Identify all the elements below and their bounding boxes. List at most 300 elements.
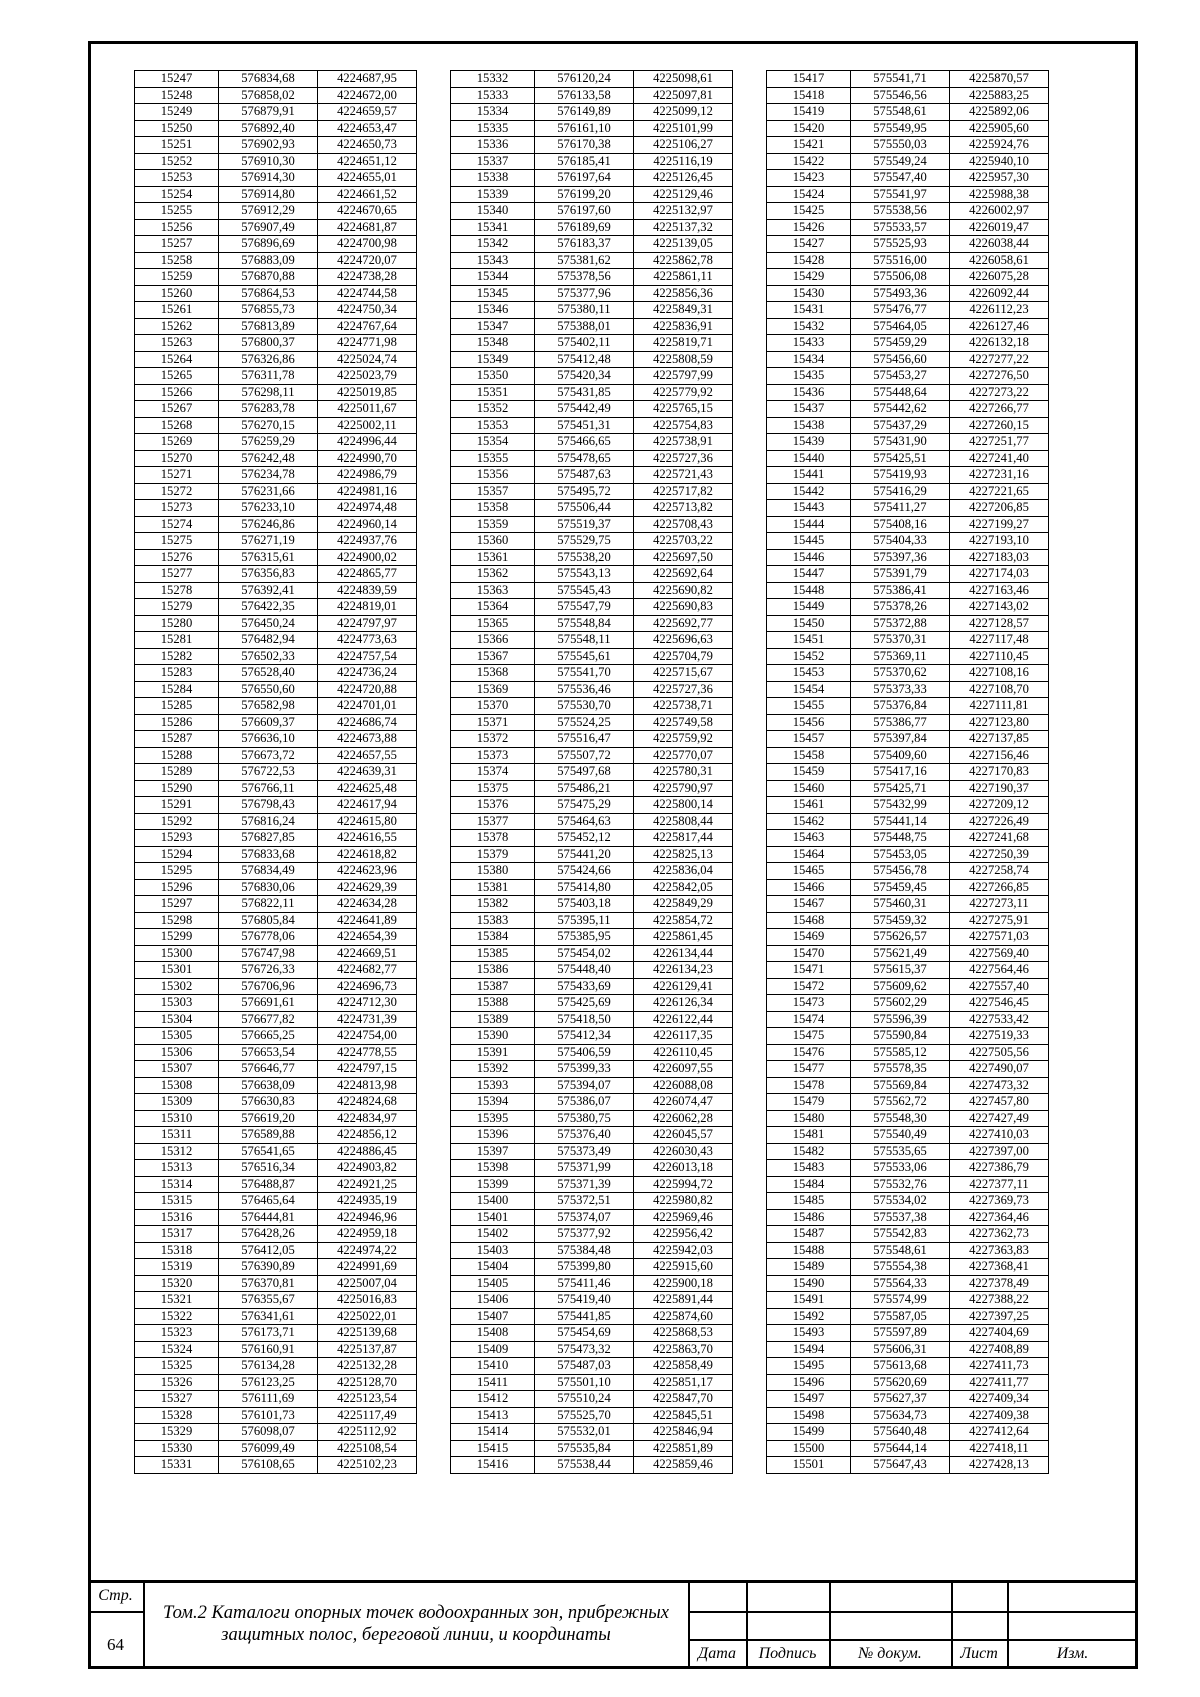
coordinate-y-cell: 4227427,49 [950,1110,1049,1127]
point-number-cell: 15293 [135,830,219,847]
table-row [767,648,1049,665]
point-number-cell: 15272 [135,483,219,500]
table-row [451,1424,733,1441]
coordinate-y-cell: 4225942,03 [634,1242,733,1259]
coordinate-x-cell: 576691,61 [219,995,318,1012]
coordinate-y-cell: 4227412,64 [950,1424,1049,1441]
table-row [767,170,1049,187]
table-row [135,203,417,220]
coordinate-table-3 [766,70,1049,1474]
coordinate-x-cell: 575431,90 [851,434,950,451]
coordinate-x-cell: 575459,45 [851,879,950,896]
coordinate-y-cell: 4227251,77 [950,434,1049,451]
table-row [135,483,417,500]
coordinate-y-cell: 4224731,39 [318,1011,417,1028]
coordinate-y-cell: 4227241,68 [950,830,1049,847]
table-row [451,104,733,121]
coordinate-y-cell: 4227108,16 [950,665,1049,682]
table-row [451,401,733,418]
table-row [767,599,1049,616]
coordinate-y-cell: 4224990,70 [318,450,417,467]
coordinate-x-cell: 575370,31 [851,632,950,649]
point-number-cell: 15450 [767,615,851,632]
table-row [135,1242,417,1259]
table-row [767,1193,1049,1210]
stamp-sheet-label: Лист [960,1645,998,1662]
coordinate-x-cell: 575590,84 [851,1028,950,1045]
point-number-cell: 15274 [135,516,219,533]
table-row [135,945,417,962]
coordinate-x-cell: 575538,44 [535,1457,634,1474]
coordinate-y-cell: 4225011,67 [318,401,417,418]
point-number-cell: 15256 [135,219,219,236]
table-row [451,1457,733,1474]
table-row [135,500,417,517]
point-number-cell: 15295 [135,863,219,880]
point-number-cell: 15280 [135,615,219,632]
coordinate-x-cell: 575525,70 [535,1407,634,1424]
table-row [767,929,1049,946]
coordinate-y-cell: 4227410,03 [950,1127,1049,1144]
coordinate-x-cell: 575548,30 [851,1110,950,1127]
table-row [451,1242,733,1259]
point-number-cell: 15399 [451,1176,535,1193]
table-row [135,219,417,236]
coordinate-x-cell: 575451,31 [535,417,634,434]
coordinate-y-cell: 4225779,92 [634,384,733,401]
table-row [767,978,1049,995]
point-number-cell: 15443 [767,500,851,517]
point-number-cell: 15406 [451,1292,535,1309]
table-row [767,681,1049,698]
stamp-divider [143,1583,145,1669]
coordinate-x-cell: 575554,38 [851,1259,950,1276]
coordinate-y-cell: 4225859,46 [634,1457,733,1474]
coordinate-x-cell: 576830,06 [219,879,318,896]
table-row [451,450,733,467]
table-row [135,384,417,401]
point-number-cell: 15491 [767,1292,851,1309]
table-row [767,1011,1049,1028]
coordinate-x-cell: 575549,24 [851,153,950,170]
table-row [451,1160,733,1177]
table-row [451,302,733,319]
coordinate-y-cell: 4224682,77 [318,962,417,979]
table-row [767,549,1049,566]
coordinate-x-cell: 575609,62 [851,978,950,995]
point-number-cell: 15342 [451,236,535,253]
point-number-cell: 15457 [767,731,851,748]
point-number-cell: 15423 [767,170,851,187]
table-row [451,780,733,797]
point-number-cell: 15266 [135,384,219,401]
coordinate-x-cell: 575417,16 [851,764,950,781]
coordinate-x-cell: 575425,69 [535,995,634,1012]
coordinate-x-cell: 576910,30 [219,153,318,170]
coordinate-x-cell: 576422,35 [219,599,318,616]
coordinate-x-cell: 575538,56 [851,203,950,220]
table-row [135,1094,417,1111]
table-row [451,1011,733,1028]
table-row [767,1176,1049,1193]
coordinate-x-cell: 576805,84 [219,912,318,929]
coordinate-y-cell: 4227519,33 [950,1028,1049,1045]
coordinate-y-cell: 4225825,13 [634,846,733,863]
table-row [451,1407,733,1424]
coordinate-y-cell: 4225883,25 [950,87,1049,104]
coordinate-x-cell: 576677,82 [219,1011,318,1028]
point-number-cell: 15325 [135,1358,219,1375]
coordinate-y-cell: 4227569,40 [950,945,1049,962]
coordinate-y-cell: 4224981,16 [318,483,417,500]
coordinate-y-cell: 4227128,57 [950,615,1049,632]
table-row [451,186,733,203]
point-number-cell: 15337 [451,153,535,170]
coordinate-x-cell: 576833,68 [219,846,318,863]
point-number-cell: 15476 [767,1044,851,1061]
coordinate-y-cell: 4225704,79 [634,648,733,665]
coordinate-y-cell: 4226112,23 [950,302,1049,319]
point-number-cell: 15440 [767,450,851,467]
coordinate-x-cell: 576246,86 [219,516,318,533]
table-row [135,516,417,533]
coordinate-x-cell: 575370,62 [851,665,950,682]
table-row [135,1407,417,1424]
coordinate-y-cell: 4225102,23 [318,1457,417,1474]
table-row [135,318,417,335]
coordinate-y-cell: 4225717,82 [634,483,733,500]
table-row [135,236,417,253]
coordinate-y-cell: 4225754,83 [634,417,733,434]
point-number-cell: 15286 [135,714,219,731]
coordinate-y-cell: 4227369,73 [950,1193,1049,1210]
table-row [135,252,417,269]
point-number-cell: 15499 [767,1424,851,1441]
coordinate-x-cell: 575377,96 [535,285,634,302]
coordinate-y-cell: 4224687,95 [318,71,417,88]
coordinate-y-cell: 4225106,27 [634,137,733,154]
table-row [767,1094,1049,1111]
point-number-cell: 15376 [451,797,535,814]
point-number-cell: 15398 [451,1160,535,1177]
coordinate-x-cell: 575419,40 [535,1292,634,1309]
coordinate-y-cell: 4225980,82 [634,1193,733,1210]
coordinate-x-cell: 576528,40 [219,665,318,682]
table-row [767,879,1049,896]
point-number-cell: 15334 [451,104,535,121]
coordinate-y-cell: 4224865,77 [318,566,417,583]
coordinate-x-cell: 575487,63 [535,467,634,484]
point-number-cell: 15302 [135,978,219,995]
coordinate-x-cell: 576242,48 [219,450,318,467]
coordinate-x-cell: 575545,43 [535,582,634,599]
coordinate-x-cell: 576444,81 [219,1209,318,1226]
coordinate-x-cell: 575506,08 [851,269,950,286]
table-row [767,1209,1049,1226]
table-row [135,1292,417,1309]
point-number-cell: 15470 [767,945,851,962]
table-row [135,1028,417,1045]
point-number-cell: 15422 [767,153,851,170]
point-number-cell: 15407 [451,1308,535,1325]
table-row [135,186,417,203]
coordinate-x-cell: 576834,68 [219,71,318,88]
coordinate-y-cell: 4227276,50 [950,368,1049,385]
point-number-cell: 15418 [767,87,851,104]
coordinate-y-cell: 4224634,28 [318,896,417,913]
point-number-cell: 15481 [767,1127,851,1144]
coordinate-x-cell: 575613,68 [851,1358,950,1375]
coordinate-y-cell: 4227378,49 [950,1275,1049,1292]
point-number-cell: 15320 [135,1275,219,1292]
table-row [451,516,733,533]
point-number-cell: 15264 [135,351,219,368]
coordinate-x-cell: 575478,65 [535,450,634,467]
point-number-cell: 15365 [451,615,535,632]
table-row [767,153,1049,170]
coordinate-x-cell: 576636,10 [219,731,318,748]
coordinate-x-cell: 575371,39 [535,1176,634,1193]
point-number-cell: 15390 [451,1028,535,1045]
point-number-cell: 15447 [767,566,851,583]
point-number-cell: 15319 [135,1259,219,1276]
point-number-cell: 15333 [451,87,535,104]
coordinate-y-cell: 4224650,73 [318,137,417,154]
table-row [135,912,417,929]
point-number-cell: 15480 [767,1110,851,1127]
point-number-cell: 15455 [767,698,851,715]
coordinate-x-cell: 575585,12 [851,1044,950,1061]
coordinate-y-cell: 4226117,35 [634,1028,733,1045]
point-number-cell: 15291 [135,797,219,814]
table-row [135,1193,417,1210]
table-row [451,1374,733,1391]
coordinate-y-cell: 4225849,31 [634,302,733,319]
coordinate-y-cell: 4226019,47 [950,219,1049,236]
coordinate-y-cell: 4224960,14 [318,516,417,533]
table-row [767,813,1049,830]
coordinate-x-cell: 575464,63 [535,813,634,830]
coordinate-y-cell: 4224839,59 [318,582,417,599]
table-row [451,665,733,682]
coordinate-y-cell: 4227199,27 [950,516,1049,533]
table-row [767,1061,1049,1078]
coordinate-x-cell: 576428,26 [219,1226,318,1243]
coordinate-y-cell: 4225715,67 [634,665,733,682]
coordinate-x-cell: 576311,78 [219,368,318,385]
table-row [451,731,733,748]
table-row [451,269,733,286]
coordinate-x-cell: 576855,73 [219,302,318,319]
point-number-cell: 15434 [767,351,851,368]
coordinate-x-cell: 575473,32 [535,1341,634,1358]
table-row [451,137,733,154]
table-row [767,137,1049,154]
coordinate-x-cell: 575541,70 [535,665,634,682]
table-row [135,1341,417,1358]
coordinate-y-cell: 4227418,11 [950,1440,1049,1457]
point-number-cell: 15393 [451,1077,535,1094]
point-number-cell: 15370 [451,698,535,715]
coordinate-x-cell: 576370,81 [219,1275,318,1292]
point-number-cell: 15369 [451,681,535,698]
coordinate-x-cell: 575386,41 [851,582,950,599]
table-row [451,500,733,517]
table-row [135,1440,417,1457]
coordinate-x-cell: 575548,61 [851,104,950,121]
stamp-doc-number-label: № докум. [858,1645,922,1662]
point-number-cell: 15454 [767,681,851,698]
coordinate-x-cell: 575464,05 [851,318,950,335]
point-number-cell: 15405 [451,1275,535,1292]
table-row [767,516,1049,533]
coordinate-y-cell: 4227362,73 [950,1226,1049,1243]
point-number-cell: 15490 [767,1275,851,1292]
point-number-cell: 15488 [767,1242,851,1259]
point-number-cell: 15449 [767,599,851,616]
coordinate-y-cell: 4227428,13 [950,1457,1049,1474]
point-number-cell: 15315 [135,1193,219,1210]
point-number-cell: 15310 [135,1110,219,1127]
coordinate-x-cell: 575448,40 [535,962,634,979]
coordinate-y-cell: 4227277,22 [950,351,1049,368]
point-number-cell: 15409 [451,1341,535,1358]
table-row [451,1044,733,1061]
table-row [451,830,733,847]
point-number-cell: 15282 [135,648,219,665]
coordinate-x-cell: 575433,69 [535,978,634,995]
coordinate-x-cell: 575416,29 [851,483,950,500]
point-number-cell: 15253 [135,170,219,187]
coordinate-x-cell: 575420,34 [535,368,634,385]
coordinate-y-cell: 4225836,91 [634,318,733,335]
coordinate-x-cell: 576315,61 [219,549,318,566]
table-row [451,467,733,484]
coordinate-y-cell: 4225874,60 [634,1308,733,1325]
coordinate-x-cell: 575381,62 [535,252,634,269]
table-row [451,1440,733,1457]
point-number-cell: 15307 [135,1061,219,1078]
point-number-cell: 15314 [135,1176,219,1193]
coordinate-y-cell: 4224615,80 [318,813,417,830]
coordinate-y-cell: 4224900,02 [318,549,417,566]
coordinate-x-cell: 575411,27 [851,500,950,517]
point-number-cell: 15410 [451,1358,535,1375]
table-row [451,1077,733,1094]
table-row [135,351,417,368]
point-number-cell: 15329 [135,1424,219,1441]
coordinate-x-cell: 575487,03 [535,1358,634,1375]
coordinate-y-cell: 4225137,32 [634,219,733,236]
table-row [135,797,417,814]
point-number-cell: 15300 [135,945,219,962]
table-row [767,368,1049,385]
point-number-cell: 15279 [135,599,219,616]
coordinate-y-cell: 4227411,77 [950,1374,1049,1391]
point-number-cell: 15297 [135,896,219,913]
coordinate-y-cell: 4224700,98 [318,236,417,253]
table-row [451,912,733,929]
stamp-change-label: Изм. [1056,1645,1089,1662]
coordinate-y-cell: 4224673,88 [318,731,417,748]
table-row [135,582,417,599]
coordinate-x-cell: 575453,05 [851,846,950,863]
table-row [135,780,417,797]
coordinate-y-cell: 4227206,85 [950,500,1049,517]
coordinate-y-cell: 4224819,01 [318,599,417,616]
coordinate-x-cell: 575412,48 [535,351,634,368]
coordinate-y-cell: 4225861,11 [634,269,733,286]
table-row [135,1259,417,1276]
table-row [767,1275,1049,1292]
coordinate-y-cell: 4224701,01 [318,698,417,715]
point-number-cell: 15379 [451,846,535,863]
table-row [135,401,417,418]
point-number-cell: 15415 [451,1440,535,1457]
coordinate-x-cell: 575448,64 [851,384,950,401]
table-row [135,648,417,665]
coordinate-x-cell: 575506,44 [535,500,634,517]
coordinate-y-cell: 4227397,00 [950,1143,1049,1160]
coordinate-x-cell: 575519,37 [535,516,634,533]
coordinate-y-cell: 4224824,68 [318,1094,417,1111]
table-row [135,1275,417,1292]
point-number-cell: 15426 [767,219,851,236]
coordinate-y-cell: 4224655,01 [318,170,417,187]
coordinate-y-cell: 4227117,48 [950,632,1049,649]
coordinate-y-cell: 4224720,07 [318,252,417,269]
coordinate-x-cell: 576108,65 [219,1457,318,1474]
coordinate-x-cell: 575535,65 [851,1143,950,1160]
coordinate-y-cell: 4227490,07 [950,1061,1049,1078]
coordinate-y-cell: 4224641,89 [318,912,417,929]
table-row [135,285,417,302]
table-row [135,599,417,616]
table-row [135,1226,417,1243]
coordinate-x-cell: 576766,11 [219,780,318,797]
coordinate-y-cell: 4225846,94 [634,1424,733,1441]
point-number-cell: 15427 [767,236,851,253]
coordinate-x-cell: 576778,06 [219,929,318,946]
point-number-cell: 15471 [767,962,851,979]
table-row [451,978,733,995]
coordinate-x-cell: 576638,09 [219,1077,318,1094]
coordinate-y-cell: 4225002,11 [318,417,417,434]
point-number-cell: 15273 [135,500,219,517]
point-number-cell: 15290 [135,780,219,797]
coordinate-y-cell: 4224618,82 [318,846,417,863]
table-row [767,219,1049,236]
coordinate-y-cell: 4227108,70 [950,681,1049,698]
table-row [767,71,1049,88]
table-row [767,1242,1049,1259]
coordinate-x-cell: 575442,62 [851,401,950,418]
point-number-cell: 15288 [135,747,219,764]
table-row [451,648,733,665]
coordinate-x-cell: 575409,60 [851,747,950,764]
table-row [767,104,1049,121]
document-title-line-1: Том.2 Каталоги опорных точек водоохранных зон, прибрежных [162,1603,669,1623]
coordinate-x-cell: 576550,60 [219,681,318,698]
table-row [451,1193,733,1210]
coordinate-x-cell: 575441,85 [535,1308,634,1325]
coordinate-x-cell: 575424,66 [535,863,634,880]
coordinate-y-cell: 4225851,17 [634,1374,733,1391]
point-number-cell: 15478 [767,1077,851,1094]
coordinate-y-cell: 4226134,44 [634,945,733,962]
coordinate-y-cell: 4224813,98 [318,1077,417,1094]
coordinate-y-cell: 4227273,22 [950,384,1049,401]
